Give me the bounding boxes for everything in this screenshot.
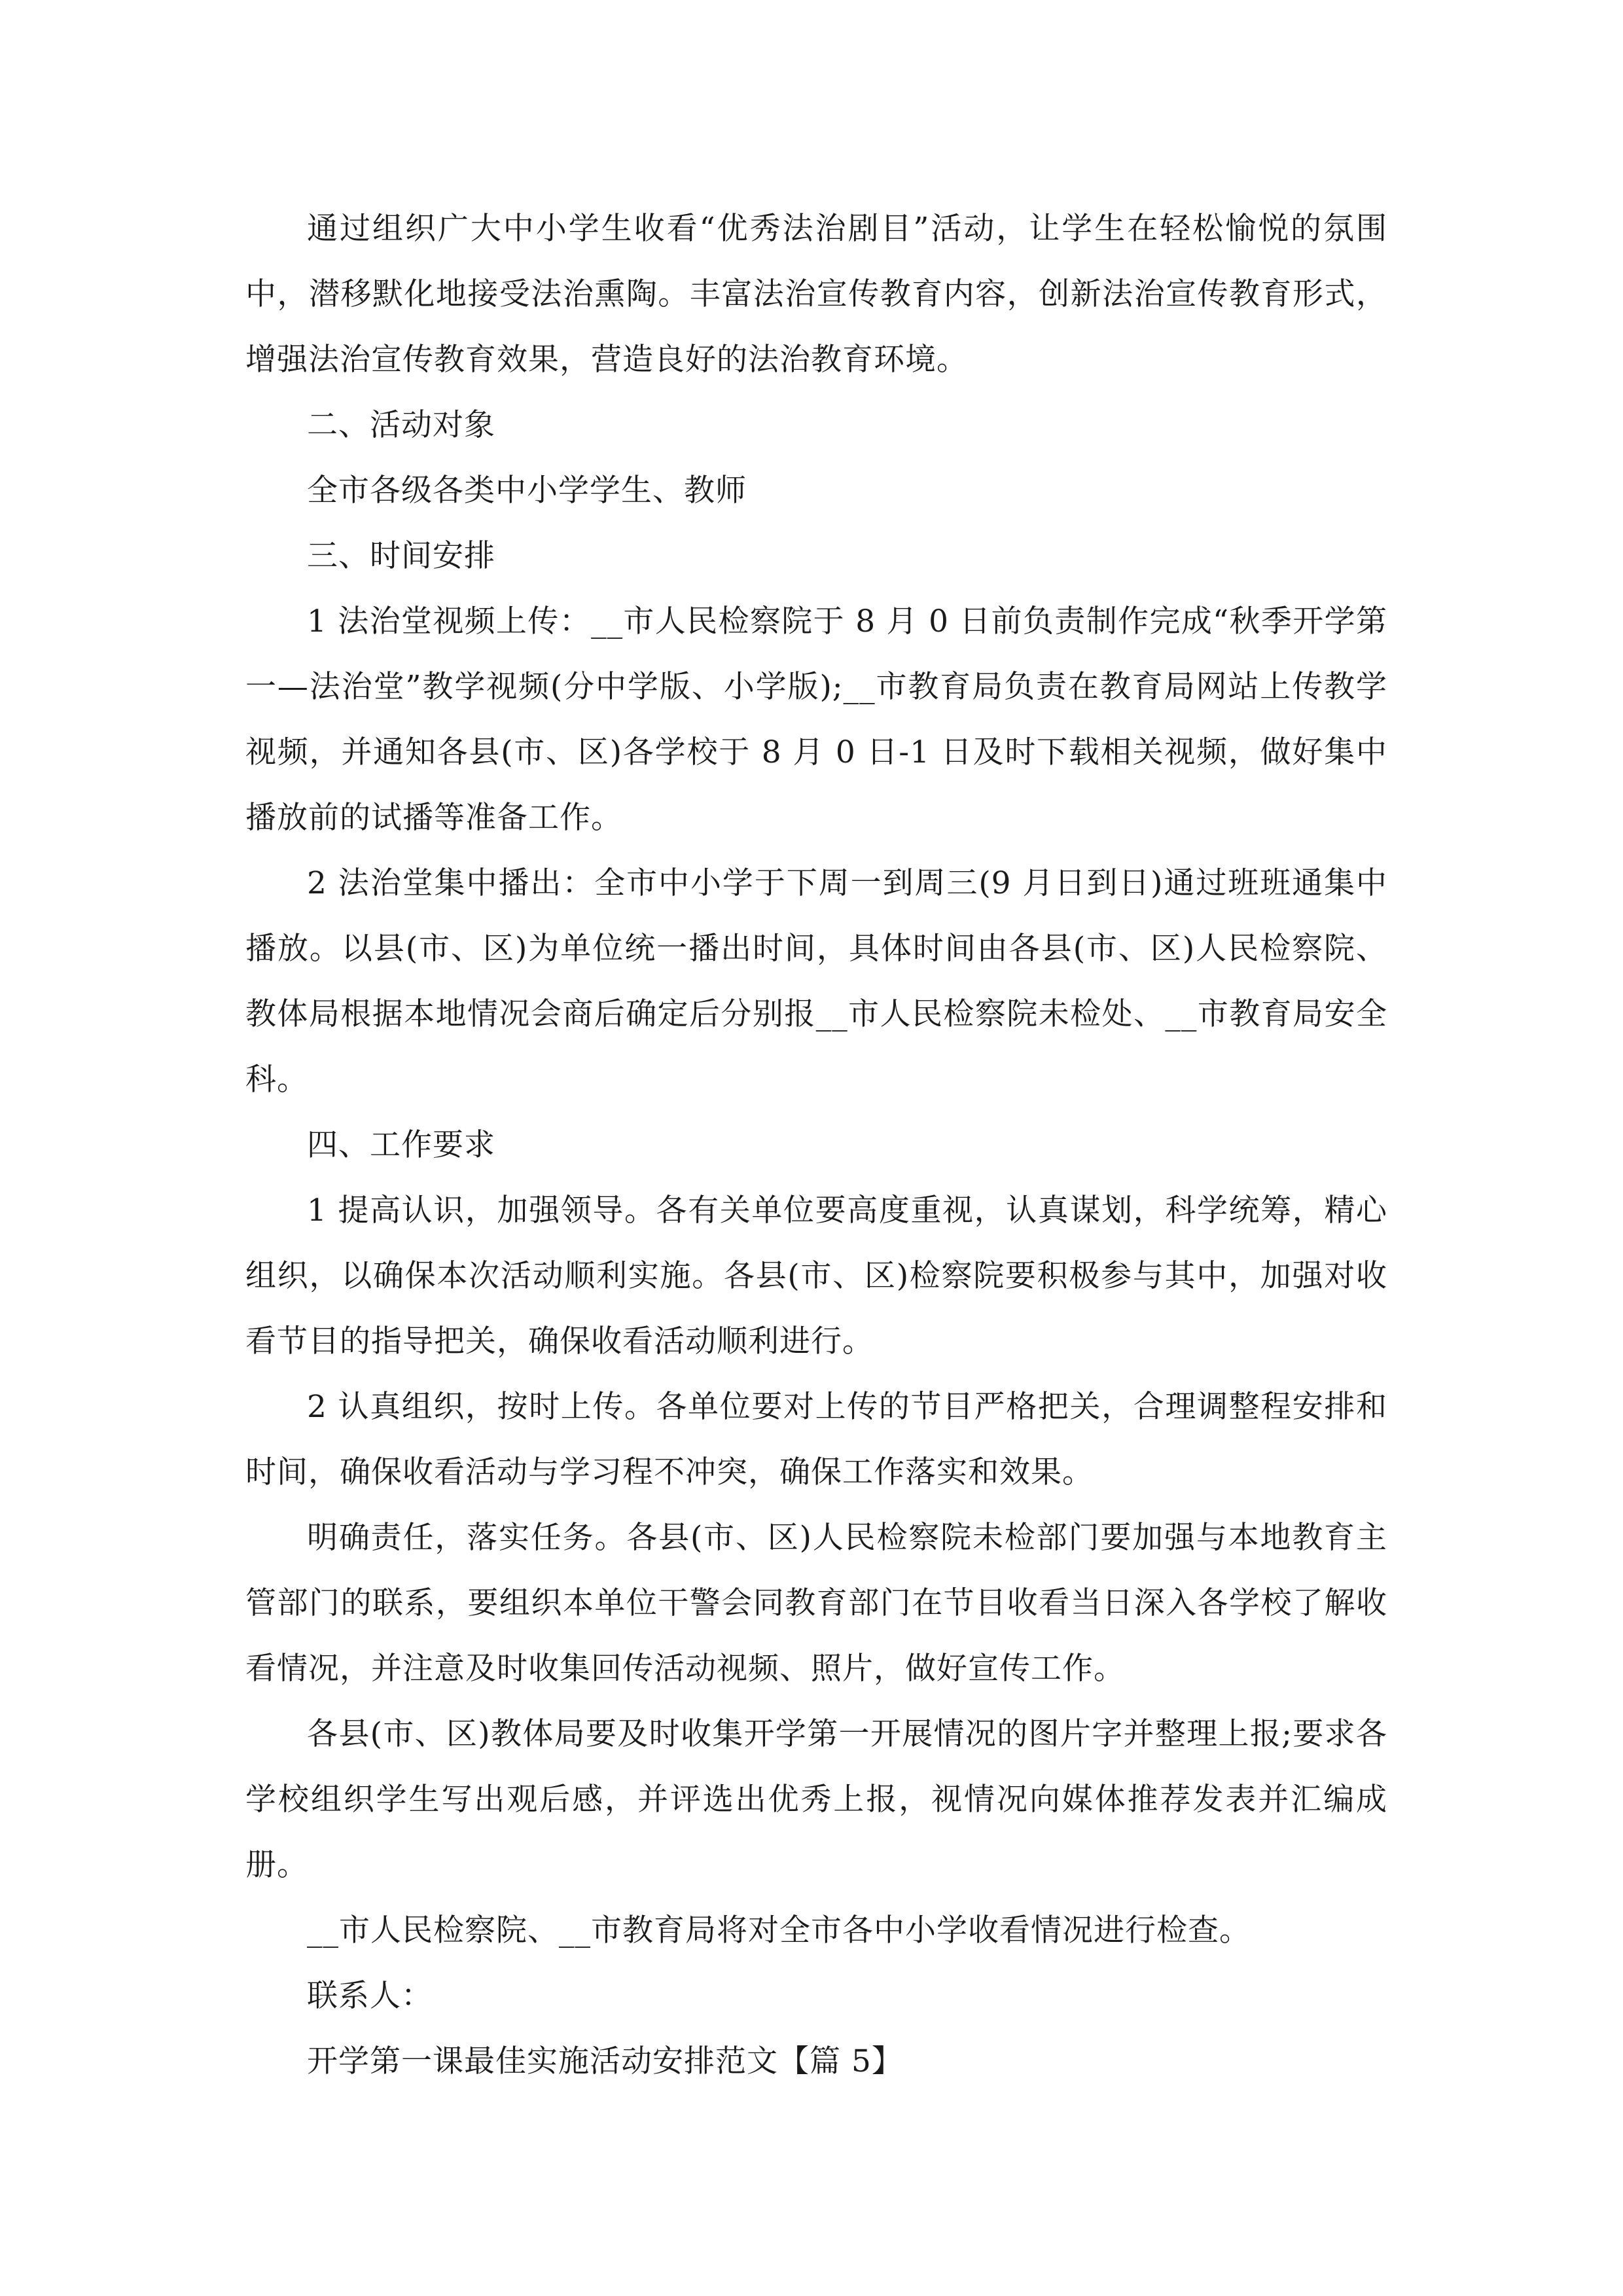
paragraph-requirement-organize: 2 认真组织，按时上传。各单位要对上传的节目严格把关，合理调整程安排和时间，确保收看活动与学习程不冲突，确保工作落实和效果。 — [245, 1389, 1387, 1490]
paragraph-schedule-broadcast: 2 法治堂集中播出：全市中小学于下周一到周三(9 月日到日)通过班班通集中播放。以县(市、区)为单位统一播出时间，具体时间由各县(市、区)人民检察院、教体局根据本地情况会商后确定后分别报__市人民检察院未检处、__市教育局安全科。 — [245, 865, 1387, 1098]
paragraph-requirement-collect: 各县(市、区)教体局要及时收集开学第一开展情况的图片字并整理上报;要求各学校组织学生写出观后感，并评选出优秀上报，视情况向媒体推荐发表并汇编成册。 — [245, 1716, 1387, 1883]
document-page — [245, 196, 1387, 2094]
paragraph-contact: 联系人： — [307, 1978, 433, 2014]
paragraph-targets: 全市各级各类中小学学生、教师 — [307, 473, 747, 509]
section-title-next: 开学第一课最佳实施活动安排范文【篇 5】 — [307, 2043, 903, 2079]
heading-activity-targets: 二、活动对象 — [307, 407, 495, 443]
paragraph-schedule-upload: 1 法治堂视频上传：__市人民检察院于 8 月 0 日前负责制作完成“秋季开学第一—法治堂”教学视频(分中学版、小学版);__市教育局负责在教育局网站上传教学视频，并通知各县(市、区)各学校于 8 月 0 日-1 日及时下载相关视频，做好集中播放前的试播等准备工作。 — [245, 603, 1387, 836]
paragraph-requirement-responsibility: 明确责任，落实任务。各县(市、区)人民检察院未检部门要加强与本地教育主管部门的联系，要组织本单位干警会同教育部门在节目收看当日深入各学校了解收看情况，并注意及时收集回传活动视频、照片，做好宣传工作。 — [245, 1520, 1387, 1687]
heading-schedule: 三、时间安排 — [307, 538, 495, 574]
paragraph-inspection: __市人民检察院、__市教育局将对全市各中小学收看情况进行检查。 — [307, 1912, 1251, 1948]
heading-work-requirements: 四、工作要求 — [307, 1127, 495, 1163]
paragraph-requirement-awareness: 1 提高认识，加强领导。各有关单位要高度重视，认真谋划，科学统筹，精心组织，以确保本次活动顺利实施。各县(市、区)检察院要积极参与其中，加强对收看节目的指导把关，确保收看活动顺利进行。 — [245, 1193, 1387, 1359]
paragraph-intro: 通过组织广大中小学生收看“优秀法治剧目”活动，让学生在轻松愉悦的氛围中，潜移默化地接受法治熏陶。丰富法治宣传教育内容，创新法治宣传教育形式，增强法治宣传教育效果，营造良好的法治教育环境。 — [245, 211, 1387, 378]
